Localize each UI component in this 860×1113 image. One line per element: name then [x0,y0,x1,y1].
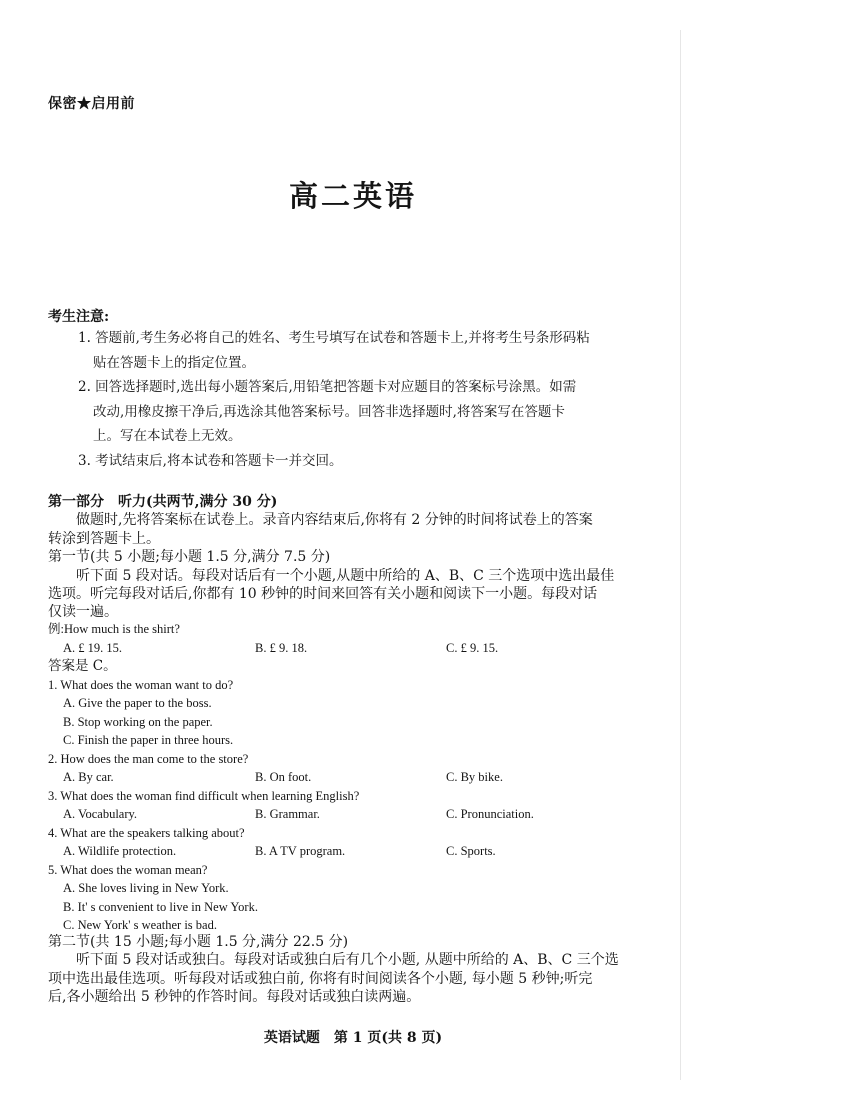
part1-heading: 第一部分 听力(共两节,满分 30 分) [48,494,278,510]
question-2-options [48,768,664,787]
option-b: B. £ 9. 18. [255,640,308,655]
option-c: C. Sports. [446,844,496,858]
question-4-options [48,842,664,861]
section1-intro-line: 选项。听完每段对话后,你都有 10 秒钟的时间来回答有关小题和阅读下一小题。每段对话 [48,586,598,603]
question-1: 1. What does the woman want to do? [48,677,234,692]
option-c: C. Pronunciation. [446,807,534,821]
section2-intro-line: 听下面 5 段对话或独白。每段对话或独白后有几个小题, 从题中所给的 A、B、C 三个选 [76,952,619,969]
option-b: B. It' s convenient to live in New York. [63,899,258,914]
section2-block [48,933,664,1007]
example-answer: 答案是 C。 [48,658,117,674]
option-a: A. Give the paper to the boss. [63,696,212,710]
option-b: B. On foot. [255,770,312,784]
exam-title: 高二英语 [288,179,417,213]
notice-list [78,326,664,474]
section2-intro-line: 后,各小题给出 5 秒钟的作答时间。每段对话或独白读两遍。 [48,989,421,1006]
notice-item-1: 1. 答题前,考生务必将自己的姓名、考生号填写在试卷和答题卡上,并将考生号条形码粘 贴在答题卡上的指定位置。 [78,330,590,371]
question-2: 2. How does the man come to the store? [48,751,249,766]
example-question: 例:How much is the shirt? [48,622,180,636]
notice-item-3: 3. 考试结束后,将本试卷和答题卡一并交回。 [78,452,343,469]
option-a: A. Wildlife protection. [63,844,177,858]
option-c: C. New York' s weather is bad. [63,918,217,932]
option-a: A. Vocabulary. [63,807,138,821]
notice-title: 考生注意: [48,309,110,325]
option-b: B. Stop working on the paper. [63,714,213,729]
part1-block [48,493,664,622]
option-b: B. A TV program. [255,844,346,858]
section2-intro-line: 项中选出最佳选项。听每段对话或独白前, 你将有时间阅读各个小题, 每小题 5 秒钟;听完 [48,970,593,987]
part1-intro-line: 转涂到答题卡上。 [48,530,160,547]
question-3-options [48,805,664,824]
example-options [48,639,664,658]
option-a: A. £ 19. 15. [63,640,123,655]
section1-intro-line: 听下面 5 段对话。每段对话后有一个小题,从题中所给的 A、B、C 三个选项中选出最佳 [76,567,615,584]
questions-block [48,620,664,935]
part1-intro-line: 做题时,先将答案标在试卷上。录音内容结束后,你将有 2 分钟的时间将试卷上的答案 [76,512,593,529]
confidential-label: 保密★启用前 [48,96,135,112]
page-footer: 英语试题 第 1 页(共 8 页) [263,1030,443,1046]
option-c: C. By bike. [446,770,503,784]
question-4: 4. What are the speakers talking about? [48,825,245,840]
option-a: A. By car. [63,770,114,784]
question-3: 3. What does the woman find difficult when learning English? [48,788,360,803]
option-a: A. She loves living in New York. [63,881,229,895]
option-b: B. Grammar. [255,807,320,821]
notice-item-2: 2. 回答选择题时,选出每小题答案后,用铅笔把答题卡对应题目的答案标号涂黑。如需 改动,用橡皮擦干净后,再选涂其他答案标号。回答非选择题时,将答案写在答题卡 上。写在本试卷上无效。 [78,379,577,445]
section1-intro-line: 仅读一遍。 [48,604,118,621]
question-5: 5. What does the woman mean? [48,862,208,877]
option-c: C. Finish the paper in three hours. [63,733,234,747]
section2-heading: 第二节(共 15 小题;每小题 1.5 分,满分 22.5 分) [48,934,349,950]
option-c: C. £ 9. 15. [446,640,499,655]
section1-heading: 第一节(共 5 小题;每小题 1.5 分,满分 7.5 分) [48,549,331,566]
